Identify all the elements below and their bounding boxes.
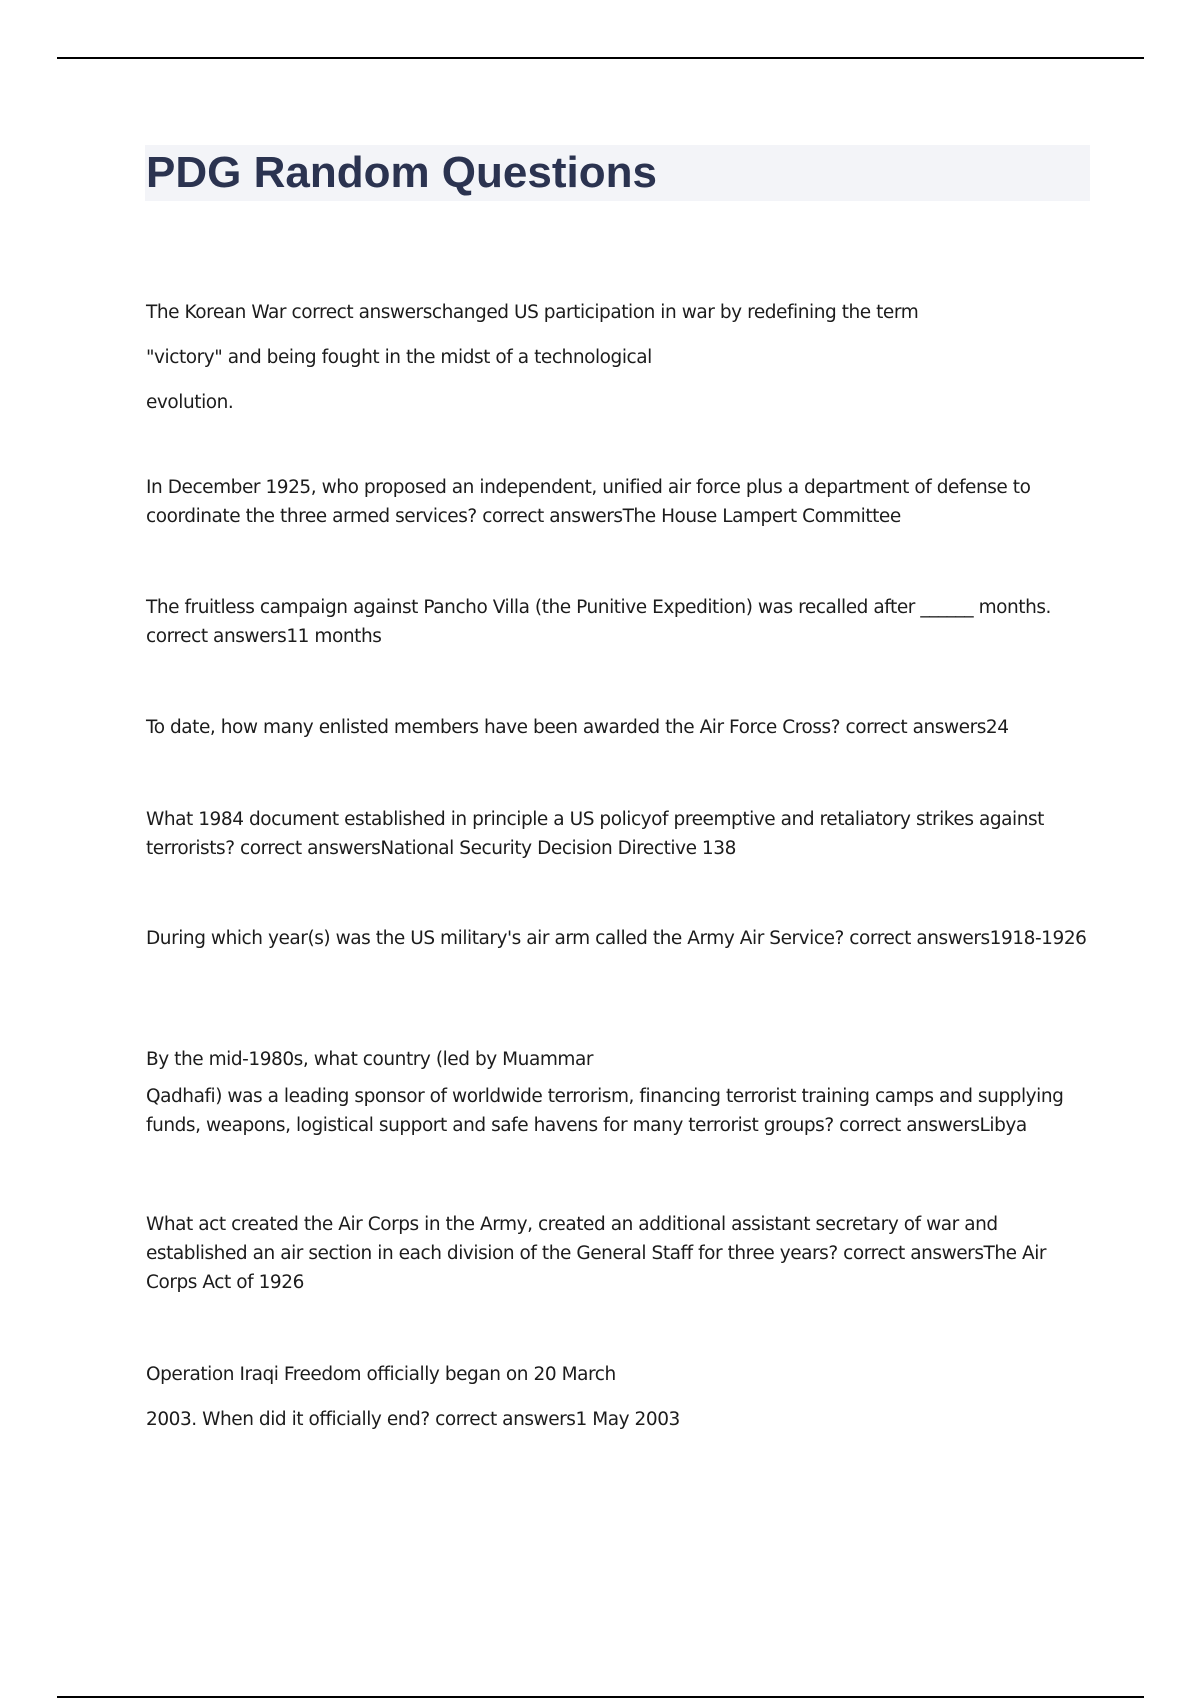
qa-item-libya <box>146 1045 1096 1140</box>
header-rule <box>57 57 1144 59</box>
qa-item-iraqi-freedom <box>146 1352 1096 1442</box>
qa-line: evolution. <box>146 392 234 413</box>
qa-line: To date, how many enlisted members have been awarded the Air Force Cross? correct answers24 <box>146 717 1009 738</box>
qa-line: "victory" and being fought in the midst of a technological <box>146 347 652 368</box>
qa-line: The fruitless campaign against Pancho Villa (the Punitive Expedition) was recalled after ______ months. correct answers11 months <box>146 597 1051 647</box>
qa-item-air-corps-act <box>146 1210 1096 1297</box>
qa-line: By the mid-1980s, what country (led by Muammar <box>146 1049 594 1070</box>
qa-line: What 1984 document established in principle a US policyof preemptive and retaliatory strikes against terrorists? correct answersNational Security Decision Directive 138 <box>146 809 1044 859</box>
footer-rule <box>57 1696 1144 1698</box>
qa-item-lampert-committee <box>146 473 1096 531</box>
qa-line: Qadhafi) was a leading sponsor of worldwide terrorism, financing terrorist training camps and supplying funds, weapons, logistical support and safe havens for many terrorist groups? correct answersLibya <box>146 1086 1064 1136</box>
qa-item-pancho-villa <box>146 593 1096 651</box>
qa-item-air-force-cross <box>146 713 1096 742</box>
qa-line: During which year(s) was the US military's air arm called the Army Air Service? correct answers1918-1926 <box>146 928 1087 949</box>
qa-line: In December 1925, who proposed an independent, unified air force plus a department of defense to coordinate the three armed services? correct answersThe House Lampert Committee <box>146 477 1031 527</box>
qa-line: 2003. When did it officially end? correct answers1 May 2003 <box>146 1409 680 1430</box>
qa-line: Operation Iraqi Freedom officially began on 20 March <box>146 1364 616 1385</box>
page-title: PDG Random Questions <box>146 148 657 197</box>
qa-item-nsdd-138 <box>146 805 1096 863</box>
qa-line: What act created the Air Corps in the Army, created an additional assistant secretary of war and established an air section in each division of the General Staff for three years? correct answersThe Air Corps Act of 1926 <box>146 1214 1047 1293</box>
qa-line: The Korean War correct answerschanged US participation in war by redefining the term <box>146 302 919 323</box>
qa-item-korean-war <box>146 290 1096 425</box>
qa-item-army-air-service <box>146 924 1096 953</box>
